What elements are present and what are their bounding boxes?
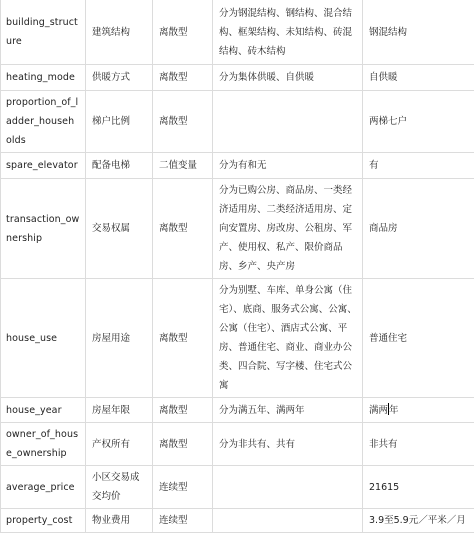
chinese-name-cell: 房屋用途: [86, 279, 153, 398]
example-value-cell: 钢混结构: [363, 0, 474, 65]
example-text-before-cursor: 满两: [369, 405, 388, 416]
variable-type-cell: 离散型: [153, 179, 213, 279]
example-value-cell: 商品房: [363, 179, 474, 279]
table-row: [1, 153, 474, 179]
table-row: [1, 509, 474, 533]
chinese-name-cell: 供暖方式: [86, 65, 153, 91]
chinese-name-cell: 小区交易成交均价: [86, 466, 153, 509]
example-value-cell: 两梯七户: [363, 91, 474, 153]
chinese-name-cell: 建筑结构: [86, 0, 153, 65]
table-row: [1, 65, 474, 91]
table-row: [1, 466, 474, 509]
field-name-cell: owner_of_house_ownership: [1, 423, 86, 466]
field-name-cell: house_use: [1, 279, 86, 398]
table-row: [1, 279, 474, 398]
example-value-cell[interactable]: [363, 398, 474, 423]
variable-type-cell: 离散型: [153, 279, 213, 398]
description-cell: 分为钢混结构、钢结构、混合结构、框架结构、未知结构、砖混结构、砖木结构: [213, 0, 363, 65]
variable-type-cell: 二值变量: [153, 153, 213, 179]
description-cell: 分为非共有、共有: [213, 423, 363, 466]
description-cell: 分为满五年、满两年: [213, 398, 363, 423]
field-name-cell: property_cost: [1, 509, 86, 533]
table-row: [1, 398, 474, 423]
table-row: [1, 0, 474, 65]
table-row: [1, 179, 474, 279]
example-value-cell: 21615: [363, 466, 474, 509]
example-value-cell: 普通住宅: [363, 279, 474, 398]
chinese-name-cell: 梯户比例: [86, 91, 153, 153]
variable-type-cell: 连续型: [153, 466, 213, 509]
table-row: [1, 423, 474, 466]
field-name-cell: house_year: [1, 398, 86, 423]
variable-type-cell: 离散型: [153, 0, 213, 65]
description-cell: 分为已购公房、商品房、一类经济适用房、二类经济适用房、定向安置房、房改房、公租房、军产、使用权、私产、限价商品房、乡产、央产房: [213, 179, 363, 279]
example-value-cell: 3.9至5.9元／平米／月: [363, 509, 474, 533]
chinese-name-cell: 产权所有: [86, 423, 153, 466]
field-name-cell: building_structure: [1, 0, 86, 65]
chinese-name-cell: 交易权属: [86, 179, 153, 279]
variable-type-cell: 离散型: [153, 91, 213, 153]
field-name-cell: average_price: [1, 466, 86, 509]
description-cell: [213, 509, 363, 533]
variable-type-cell: 离散型: [153, 423, 213, 466]
variable-type-cell: 离散型: [153, 398, 213, 423]
field-name-cell: spare_elevator: [1, 153, 86, 179]
description-cell: [213, 91, 363, 153]
variable-type-cell: 连续型: [153, 509, 213, 533]
table-row: [1, 91, 474, 153]
description-cell: [213, 466, 363, 509]
example-text-after-cursor: 年: [389, 405, 399, 416]
chinese-name-cell: 房屋年限: [86, 398, 153, 423]
description-cell: 分为集体供暖、自供暖: [213, 65, 363, 91]
chinese-name-cell: 配备电梯: [86, 153, 153, 179]
variable-type-cell: 离散型: [153, 65, 213, 91]
field-name-cell: transaction_ownership: [1, 179, 86, 279]
chinese-name-cell: 物业费用: [86, 509, 153, 533]
description-cell: 分为有和无: [213, 153, 363, 179]
example-value-cell: 非共有: [363, 423, 474, 466]
field-name-cell: heating_mode: [1, 65, 86, 91]
example-value-cell: 有: [363, 153, 474, 179]
field-name-cell: proportion_of_ladder_households: [1, 91, 86, 153]
description-cell: 分为别墅、车库、单身公寓（住宅）、底商、服务式公寓、公寓、公寓（住宅）、酒店式公寓、平房、普通住宅、商业、商业办公类、四合院、写字楼、住宅式公寓: [213, 279, 363, 398]
example-value-cell: 自供暖: [363, 65, 474, 91]
